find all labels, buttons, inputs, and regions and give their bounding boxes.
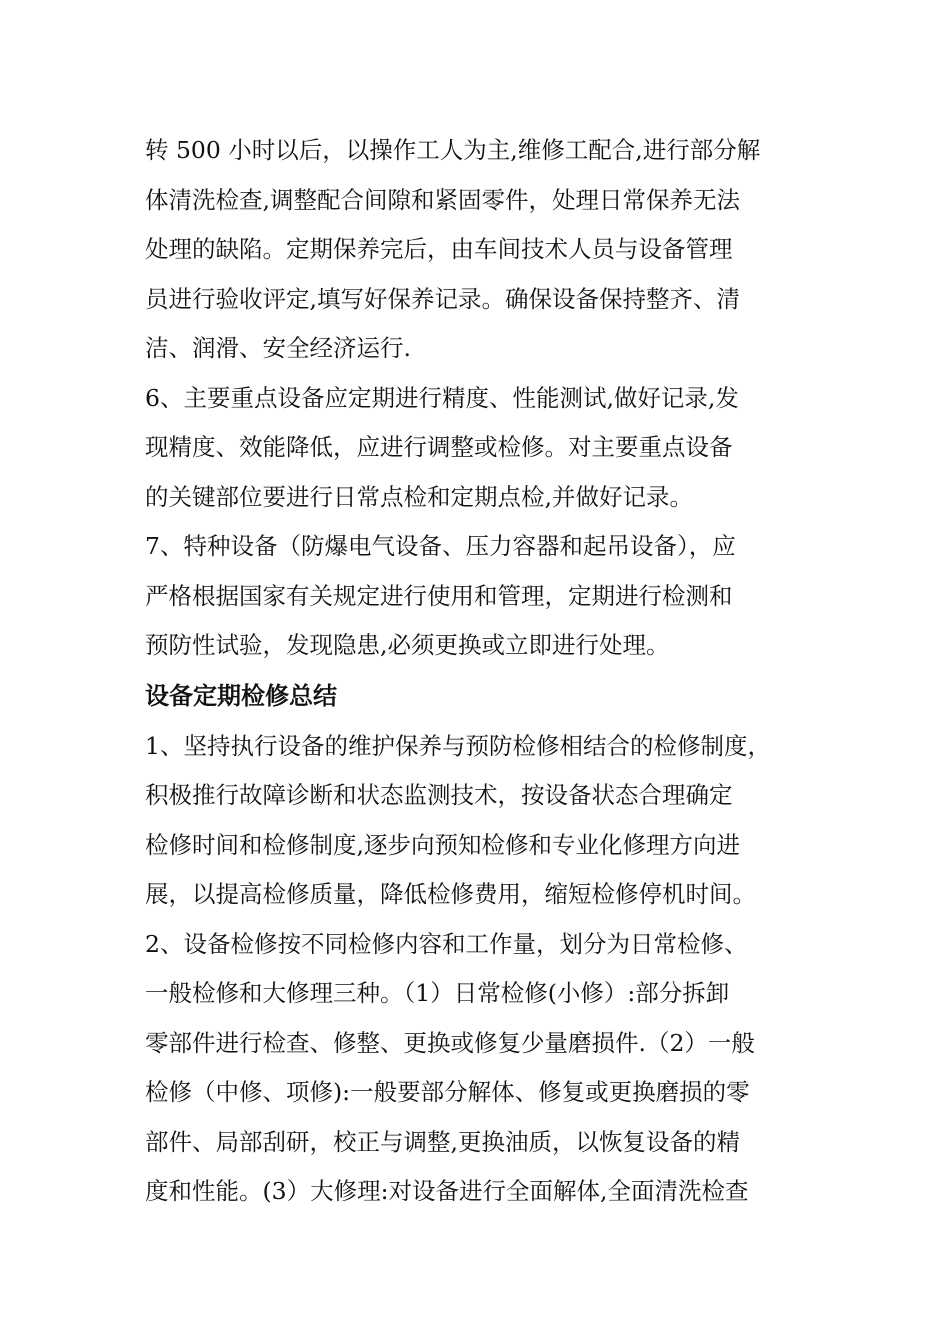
- text-line: 1、坚持执行设备的维护保养与预防检修相结合的检修制度，: [145, 731, 771, 760]
- section-heading: 设备定期检修总结: [145, 681, 337, 710]
- text-line: 的关键部位要进行日常点检和定期点检,并做好记录。: [145, 482, 693, 511]
- text-line: 体清洗检查,调整配合间隙和紧固零件，处理日常保养无法: [145, 185, 740, 214]
- paragraph-maintenance-continued: [145, 126, 815, 374]
- text-line: 零部件进行检查、修整、更换或修复少量磨损件.（2）一般: [145, 1028, 755, 1057]
- text-line: 处理的缺陷。定期保养完后，由车间技术人员与设备管理: [145, 235, 733, 263]
- text-line: 2、设备检修按不同检修内容和工作量，划分为日常检修、: [145, 929, 748, 958]
- text-line: 展，以提高检修质量，降低检修费用，缩短检修停机时间。: [145, 880, 756, 908]
- text-line: 预防性试验，发现隐患,必须更换或立即进行处理。: [145, 631, 670, 659]
- text-line: 转 500 小时以后，以操作工人为主,维修工配合,进行部分解: [145, 136, 761, 164]
- text-line: 一般检修和大修理三种。（1）日常检修(小修）:部分拆卸: [145, 979, 730, 1007]
- text-line: 严格根据国家有关规定进行使用和管理，定期进行检测和: [145, 581, 733, 610]
- paragraph-section-item-2: [145, 920, 815, 1217]
- text-line: 检修时间和检修制度,逐步向预知检修和专业化修理方向进: [145, 830, 740, 859]
- text-line: 积极推行故障诊断和状态监测技术，按设备状态合理确定: [145, 781, 733, 809]
- paragraph-section-item-1: [145, 722, 815, 920]
- text-line: 洁、润滑、安全经济运行.: [145, 334, 411, 362]
- text-line: 7、特种设备（防爆电气设备、压力容器和起吊设备），应: [145, 532, 736, 560]
- document-page: [145, 126, 815, 1217]
- paragraph-item-7: [145, 522, 815, 671]
- text-line: 6、主要重点设备应定期进行精度、性能测试,做好记录,发: [145, 383, 739, 412]
- text-line: 部件、局部刮研，校正与调整,更换油质，以恢复设备的精: [145, 1127, 740, 1156]
- text-line: 现精度、效能降低，应进行调整或检修。对主要重点设备: [145, 433, 733, 461]
- text-line: 检修（中修、项修):一般要部分解体、修复或更换磨损的零: [145, 1078, 750, 1106]
- text-line: 员进行验收评定,填写好保养记录。确保设备保持整齐、清: [145, 284, 740, 313]
- paragraph-item-6: [145, 374, 815, 523]
- text-line: 度和性能。(3）大修理:对设备进行全面解体,全面清洗检查: [145, 1177, 749, 1205]
